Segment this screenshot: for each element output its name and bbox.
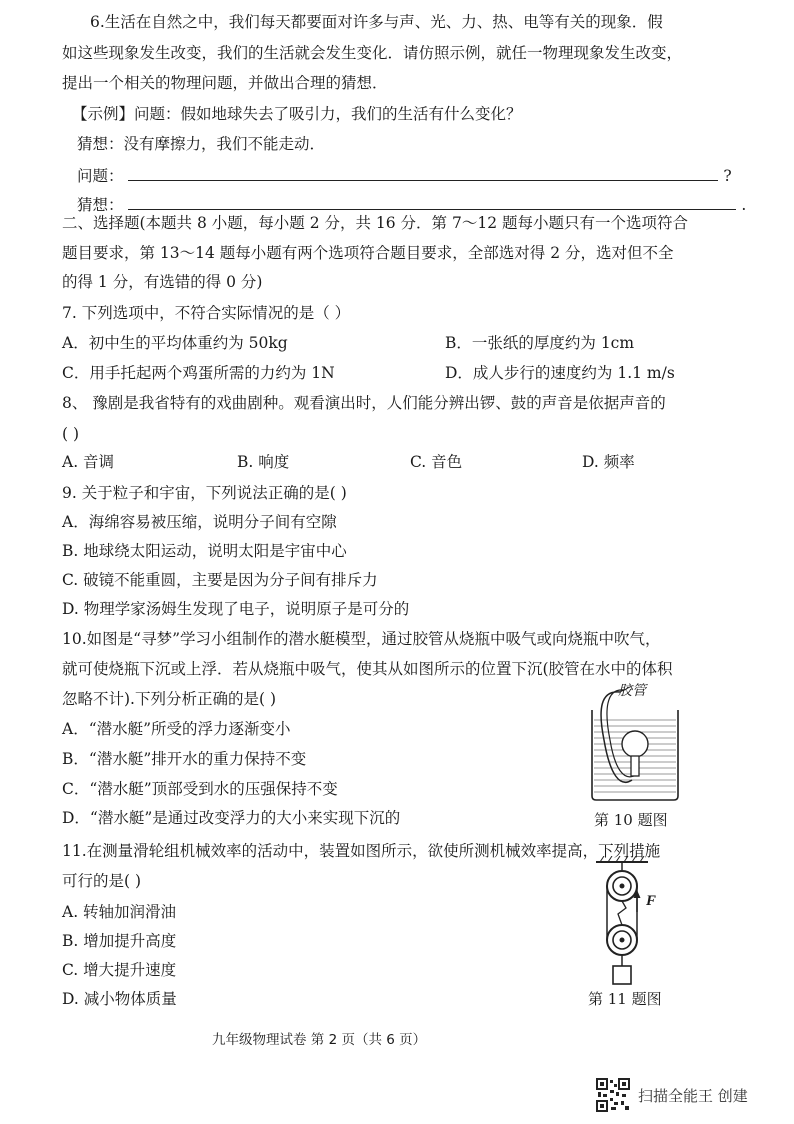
q11-fig-caption: 第 11 题图: [588, 990, 662, 1008]
q6-example-label: 【示例】: [72, 105, 135, 123]
q7-option-a[interactable]: A．初中生的平均体重约为 50kg: [62, 334, 288, 352]
q10-option-b[interactable]: B．“潜水艇”排开水的重力保持不变: [62, 750, 307, 768]
q6-example: [72, 104, 522, 124]
flask-body: [622, 731, 648, 757]
q8-option-b[interactable]: B. 响度: [237, 453, 290, 471]
q6-guess-end: .: [741, 196, 747, 214]
q6-question-blank[interactable]: [128, 164, 718, 181]
q10-line2: 就可使烧瓶下沉或上浮．若从烧瓶中吸气，使其从如图所示的位置下沉(胶管在水中的体积: [62, 660, 673, 678]
q8-option-d[interactable]: D. 频率: [582, 453, 635, 471]
q6-question-label: 问题：: [77, 167, 124, 185]
scanner-watermark: [596, 1078, 748, 1112]
q11-option-c[interactable]: C. 增大提升速度: [62, 961, 177, 979]
q11-figure-pulley: [592, 856, 662, 988]
q6-line1: 6.生活在自然之中，我们每天都要面对许多与声、光、力、热、电等有关的现象．假: [90, 13, 663, 31]
q10-option-a[interactable]: A．“潜水艇”所受的浮力逐渐变小: [62, 720, 291, 738]
q10-fig-tube-label: 胶管: [618, 683, 646, 699]
q7-option-d[interactable]: D．成人步行的速度约为 1.1 m/s: [445, 364, 675, 382]
q6-guess-example: 猜想：没有摩擦力，我们不能走动．: [77, 135, 326, 153]
q8-option-c[interactable]: C. 音色: [410, 453, 463, 471]
section2-line3: 的得 1 分，有选错的得 0 分): [62, 273, 263, 291]
q11-option-a[interactable]: A. 转轴加润滑油: [62, 903, 177, 921]
scanner-text: 扫描全能王 创建: [638, 1086, 748, 1105]
q6-line3: 提出一个相关的物理问题，并做出合理的猜想．: [62, 74, 388, 92]
q11-fig-force-label: F: [646, 893, 657, 909]
section2-line1: 二、选择题(本题共 8 小题，每小题 2 分，共 16 分．第 7～12 题每小题只有一个选项符合: [62, 214, 688, 232]
q6-guess-blank[interactable]: [128, 193, 736, 210]
q11-line1: 11.在测量滑轮组机械效率的活动中，装置如图所示，欲使所测机械效率提高，下列措施: [62, 842, 661, 860]
q6-line2: 如这些现象发生改变，我们的生活就会发生变化．请仿照示例，就任一物理现象发生改变，: [62, 44, 683, 62]
q8-option-a[interactable]: A. 音调: [62, 453, 115, 471]
q10-option-c[interactable]: C．“潜水艇”顶部受到水的压强保持不变: [62, 780, 338, 798]
q11-line2: 可行的是( ): [62, 872, 142, 890]
q7-option-b[interactable]: B．一张纸的厚度约为 1cm: [445, 334, 635, 352]
q8-stem: 8、 豫剧是我省特有的戏曲剧种。观看演出时，人们能分辨出锣、鼓的声音是依据声音的: [62, 394, 666, 412]
q8-paren: ( ): [62, 425, 80, 443]
q10-option-d[interactable]: D．“潜水艇”是通过改变浮力的大小来实现下沉的: [62, 809, 401, 827]
weight-block: [613, 966, 631, 984]
q7-option-c[interactable]: C．用手托起两个鸡蛋所需的力约为 1N: [62, 364, 335, 382]
q6-question-end: ?: [723, 167, 732, 185]
q9-stem: 9. 关于粒子和宇宙，下列说法正确的是( ): [62, 484, 347, 502]
q10-line1: 10.如图是“寻梦”学习小组制作的潜水艇模型，通过胶管从烧瓶中吸气或向烧瓶中吹气，: [62, 630, 661, 648]
q6-question-row: [77, 164, 732, 186]
q9-option-c[interactable]: C. 破镜不能重圆，主要是因为分子间有排斥力: [62, 571, 378, 589]
q11-option-d[interactable]: D. 减小物体质量: [62, 990, 177, 1008]
q9-option-b[interactable]: B. 地球绕太阳运动，说明太阳是宇宙中心: [62, 542, 347, 560]
page-footer: 九年级物理试卷 第 2 页（共 6 页）: [212, 1032, 427, 1048]
q9-option-d[interactable]: D. 物理学家汤姆生发现了电子，说明原子是可分的: [62, 600, 410, 618]
flask-neck: [631, 756, 639, 776]
q9-option-a[interactable]: A．海绵容易被压缩，说明分子间有空隙: [62, 513, 337, 531]
q6-guess-label: 猜想：: [77, 196, 124, 214]
q6-example-text: 问题：假如地球失去了吸引力，我们的生活有什么变化？: [134, 105, 522, 123]
qr-code-icon: [596, 1078, 630, 1112]
q7-stem: 7. 下列选项中，不符合实际情况的是（ ）: [62, 304, 351, 322]
q10-fig-caption: 第 10 题图: [594, 811, 668, 829]
q11-option-b[interactable]: B. 增加提升高度: [62, 932, 177, 950]
q10-line3: 忽略不计).下列分析正确的是( ): [62, 690, 276, 708]
section2-line2: 题目要求，第 13～14 题每小题有两个选项符合题目要求，全部选对得 2 分，选对但不全: [62, 244, 674, 262]
q6-guess-row: [77, 193, 746, 215]
